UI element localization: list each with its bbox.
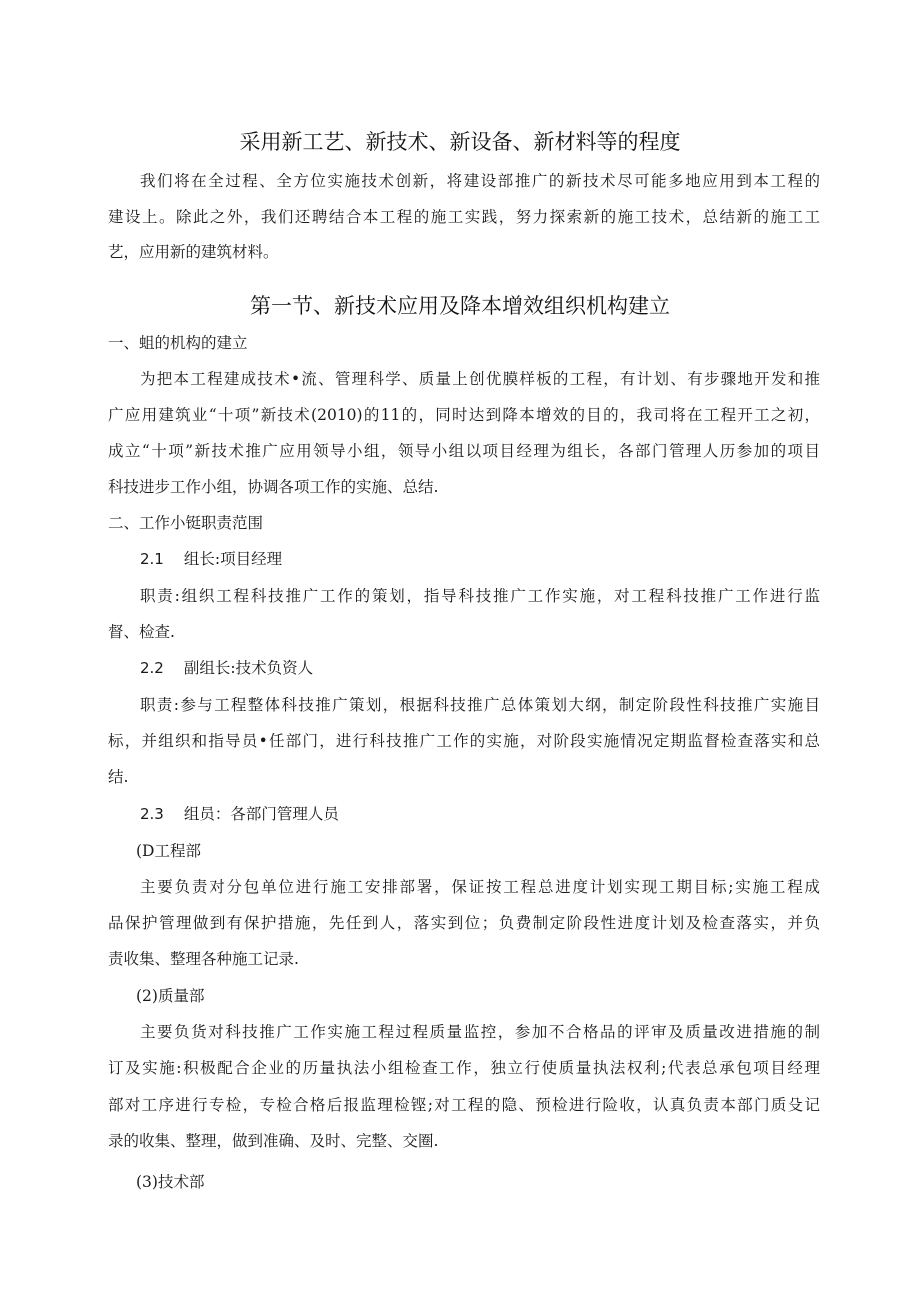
p1-line-3: 成立“十项”新技术推广应用领导小组，领导小组以项目经理为组长，各部门管理人历参加的项目 bbox=[108, 442, 820, 460]
item-2-1-line-1: 职责:组织工程科技推广工作的策划，指导科技推广工作实施，对工程科技推广工作进行监 bbox=[140, 587, 820, 605]
sub-2-line-4: 录的收集、整理，做到准确、及时、完整、交圈. bbox=[108, 1132, 439, 1150]
item-2-1-label: 组长:项目经理 bbox=[183, 550, 283, 568]
p1-line-1: 为把本工程建成技术•流、管理科学、质量上创优膜样板的工程，有计划、有步骤地开发和推 bbox=[140, 370, 820, 388]
sub-3-label: (3)技术部 bbox=[136, 1173, 205, 1191]
sub-2-line-2: 订及实施:积极配合企业的历量执法小组检查工作，独立行使质量执法权利;代表总承包项目经理 bbox=[108, 1059, 820, 1077]
item-2-2 bbox=[140, 657, 820, 679]
intro-line-1: 我们将在全过程、全方位实施技术创新，将建设部推广的新技术尽可能多地应用到本工程的 bbox=[140, 172, 820, 190]
sub-1-label: (D工程部 bbox=[136, 842, 201, 860]
item-2-2-line-3: 结. bbox=[108, 768, 129, 786]
p1-line-4: 科技进步工作小组，协调各项工作的实施、总结. bbox=[108, 478, 439, 496]
sub-2-line-3: 部对工序进行专检，专检合格后报监理检铿;对工程的隐、预检进行险收，认真负责本部门质殳记 bbox=[108, 1096, 820, 1114]
intro-line-3: 艺，应用新的建筑材料。 bbox=[108, 243, 279, 261]
sub-2-label: (2)质量部 bbox=[136, 987, 205, 1005]
item-2-1-number: 2.1 bbox=[140, 550, 164, 568]
item-2-1 bbox=[140, 548, 820, 570]
sub-2-line-1: 主要负货对科技推广工作实施工程过程质量监控，参加不合格品的评审及质量改进措施的制 bbox=[140, 1023, 820, 1041]
item-2-2-line-2: 标，并组织和指导员•任部门，进行科技推广工作的实施，对阶段实施情况定期监督检查落实和总 bbox=[108, 732, 820, 750]
section-title: 第一节、新技术应用及降本增效组织机构建立 bbox=[250, 294, 670, 318]
item-2-2-number: 2.2 bbox=[140, 659, 164, 677]
p1-line-2: 广应用建筑业“十项”新技术(2010)的11的，同时达到降本增效的目的，我司将在工程开工之初， bbox=[108, 406, 820, 424]
heading-2: 二、工作小铤职责范围 bbox=[108, 514, 264, 532]
intro-line-2: 建设上。除此之外，我们还聘结合本工程的施工实践，努力探索新的施工技术，总结新的施工工 bbox=[108, 208, 820, 226]
item-2-3-label: 组员：各部门管理人员 bbox=[183, 805, 339, 823]
item-2-1-line-2: 督、检查. bbox=[108, 623, 175, 641]
item-2-3 bbox=[140, 803, 820, 825]
sub-1-line-3: 责收集、整理各种施工记录. bbox=[108, 950, 299, 968]
sub-1-line-1: 主要负责对分包单位进行施工安排部署，保证按工程总进度计划实现工期目标;实施工程成 bbox=[140, 878, 820, 896]
heading-1: 一、蛆的机构的建立 bbox=[108, 334, 248, 352]
item-2-3-number: 2.3 bbox=[140, 805, 164, 823]
item-2-2-label: 副组长:技术负资人 bbox=[183, 659, 314, 677]
sub-1-line-2: 品保护管理做到有保护措施，先任到人，落实到位；负费制定阶段性进度计划及检查落实，并负 bbox=[108, 914, 820, 932]
document-title: 采用新工艺、新技术、新设备、新材料等的程度 bbox=[239, 130, 681, 154]
item-2-2-line-1: 职责:参与工程整体科技推广策划，根据科技推广总体策划大纲，制定阶段性科技推广实施目 bbox=[140, 696, 820, 714]
